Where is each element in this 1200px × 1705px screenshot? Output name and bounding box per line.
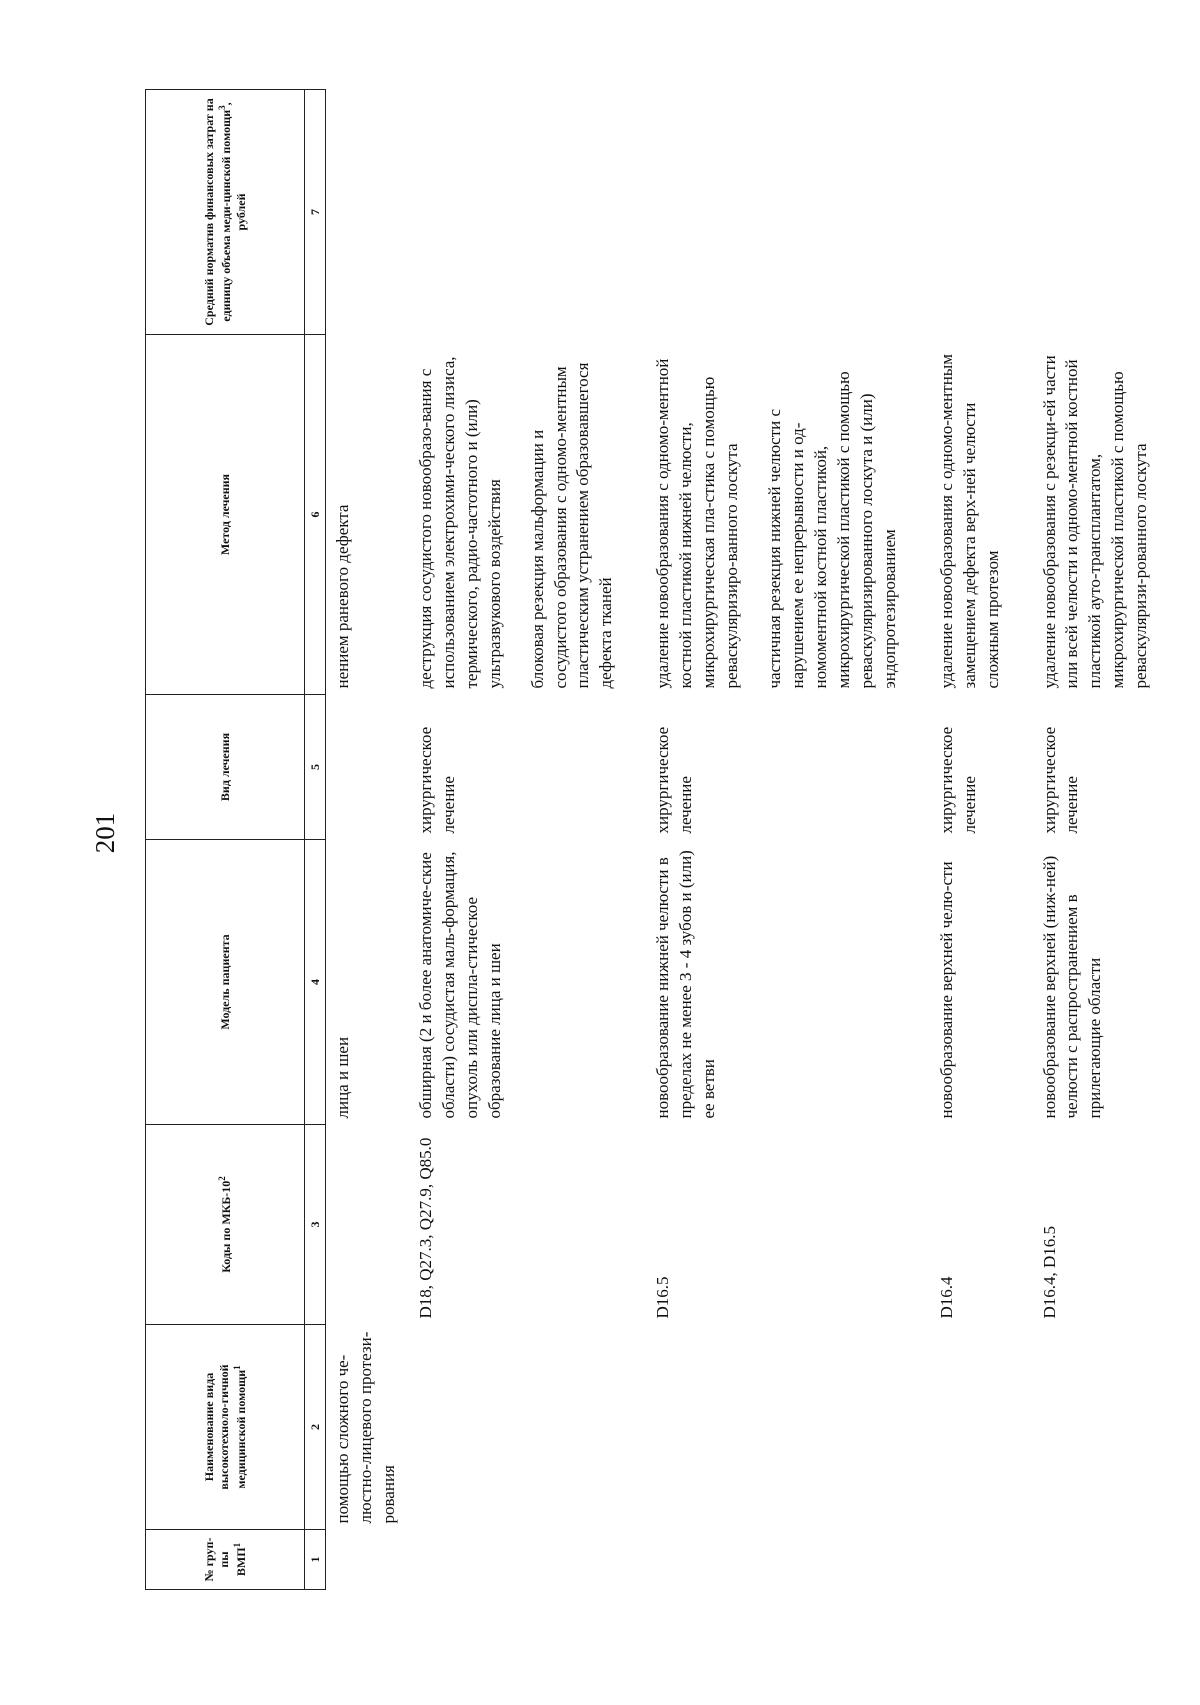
cell-treatment-method (1033, 335, 1182, 695)
cell-cost-norm (646, 90, 929, 335)
method-entry: деструкция сосудистого новообразо-вания с использованием электрохими-ческого лизиса, термического, радио-частотного и (или) ультразвукового воздействия (415, 356, 504, 689)
header-cost-norm: Средний норматив финансовых затрат на единицу объема меди-цинской помощи$^3$, рублей (146, 90, 305, 335)
method-entry: удаление новообразования с резекци-ей части или всей челюсти и одномо-ментной костной пластикой ауто-трансплантатом, микрохирургической пластикой с помощью реваскуляризи-рованного лоскута (1039, 355, 1151, 689)
cell-group-number (930, 1530, 1033, 1590)
table-row (1033, 90, 1182, 1590)
header-treatment-method: Метод лечения (146, 335, 305, 695)
table-row (930, 90, 1033, 1590)
column-number: 7 (305, 90, 326, 335)
cell-icd-codes (326, 1125, 409, 1325)
cell-group-number (1033, 1530, 1182, 1590)
cell-group-number (409, 1530, 647, 1590)
cell-patient-model: лица и шеи (333, 1036, 352, 1119)
header-vmp-name: Наименование вида высокотехноло-гичной медицинской помощи$^1$ (146, 1325, 305, 1530)
cell-patient-model: новообразование верхней (ниж-ней) челюсти с распространением в прилегающие области (1039, 855, 1105, 1119)
cell-icd-codes: D16.4, D16.5 (1039, 1225, 1059, 1319)
cell-treatment-method (646, 335, 929, 695)
method-entry: блоковая резекция мальформации и сосудистого образования с одномо-ментным пластическим устранением образовавшегося дефекта тканей (527, 362, 616, 689)
header-icd-codes: Коды по МКБ-$10^2$ (146, 1125, 305, 1325)
method-entry: удаление новообразования с одномо-ментной костной пластикой нижней челюсти, микрохирургическая пла-стика с помощью реваскуляризиро-ванного лоскута (653, 358, 742, 689)
page-number: 201 (90, 812, 120, 854)
cell-vmp-name (646, 1325, 929, 1530)
cell-vmp-name (409, 1325, 647, 1530)
header-patient-model: Модель пациента (146, 840, 305, 1125)
cell-treatment-type: хирургическое лечение (415, 726, 458, 834)
cell-icd-codes: D18, Q27.3, Q27.9, Q85.0 (415, 1137, 435, 1319)
cell-vmp-name (1033, 1325, 1182, 1530)
cell-cost-norm (326, 90, 409, 335)
cell-treatment-method (326, 335, 409, 695)
cell-treatment-type: хирургическое лечение (653, 726, 696, 834)
table-row (326, 90, 409, 1590)
cell-vmp-name: помощью сложного че-люстно-лицевого протези-рования (333, 1331, 398, 1524)
column-number-row (305, 90, 326, 1590)
column-number: 2 (305, 1325, 326, 1530)
cell-cost-norm (1033, 90, 1182, 335)
column-number: 3 (305, 1125, 326, 1325)
table-row (646, 90, 929, 1590)
cell-patient-model: новообразование нижней челюсти в пределах не менее 3 - 4 зубов и (или) ее ветви (653, 850, 719, 1119)
column-number: 6 (305, 335, 326, 695)
cell-vmp-name (930, 1325, 1033, 1530)
table-row (409, 90, 647, 1590)
cell-patient-model: обширная (2 и более анатомиче-ские области) сосудистая маль-формация, опухоль или диспла-стическое образование лица и шеи (415, 851, 504, 1119)
table-body (326, 90, 1182, 1590)
vmp-table (145, 89, 1181, 1590)
cell-patient-model: новообразование верхней челю-сти (936, 861, 956, 1119)
header-treatment-type: Вид лечения (146, 695, 305, 840)
cell-treatment-type (326, 695, 409, 840)
method-entry: нением раневого дефекта (333, 504, 352, 689)
column-number: 1 (305, 1530, 326, 1590)
cell-treatment-type: хирургическое лечение (936, 726, 979, 834)
cell-icd-codes: D16.4 (936, 1276, 956, 1319)
cell-cost-norm (409, 90, 647, 335)
method-entry: частичная резекция нижней челюсти с нарушением ее непрерывности и од-номоментной костной пластикой, микрохирургической пластикой с помощью реваскуляризированного лоскута и (или) эндопротезированием (765, 371, 899, 689)
cell-icd-codes: D16.5 (653, 1276, 673, 1319)
table-header-row (146, 90, 305, 1590)
cell-treatment-method (409, 335, 647, 695)
cell-cost-norm (930, 90, 1033, 335)
method-entry: удаление новообразования с одномо-ментным замещением дефекта верх-ней челюсти сложным протезом (936, 354, 1002, 689)
column-number: 4 (305, 840, 326, 1125)
header-group-number: № груп-пы ВМП$^1$ (146, 1530, 305, 1590)
cell-treatment-method (930, 335, 1033, 695)
rotated-table-sheet (145, 90, 1175, 1590)
column-number: 5 (305, 695, 326, 840)
cell-group-number (326, 1530, 409, 1590)
cell-group-number (646, 1530, 929, 1590)
cell-treatment-type: хирургическое лечение (1039, 726, 1082, 834)
